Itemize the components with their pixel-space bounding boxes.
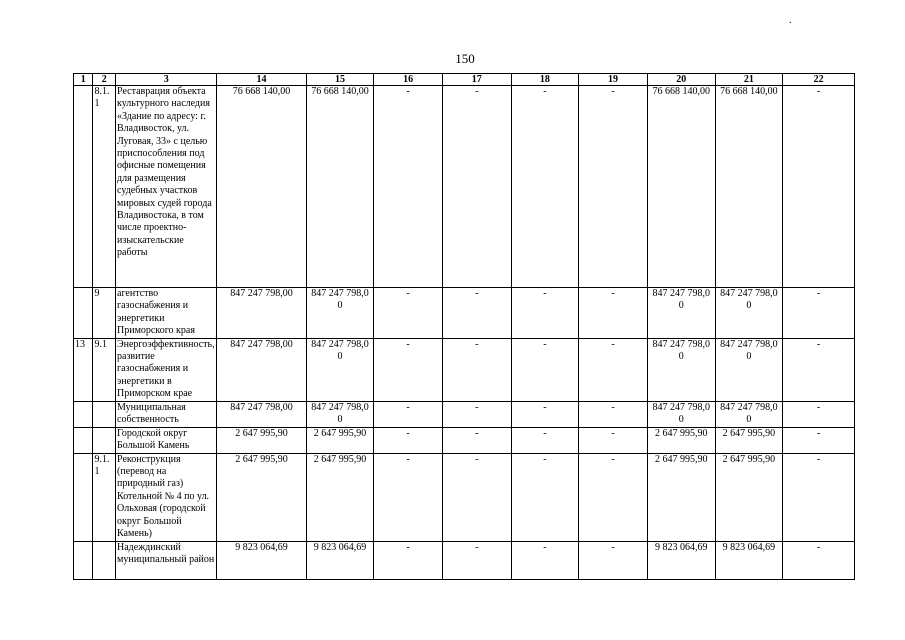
amount-cell: - [579, 541, 648, 579]
row-title-cell: Муниципальная собственность [116, 401, 217, 427]
column-header: 20 [647, 74, 715, 86]
page-number: 150 [455, 51, 475, 66]
amount-cell: 2 647 995,90 [715, 427, 783, 453]
amount-cell: - [511, 453, 579, 541]
amount-cell: - [374, 427, 443, 453]
budget-table [73, 73, 855, 580]
table-row [74, 401, 855, 427]
amount-cell: 847 247 798,0 0 [715, 401, 783, 427]
column-header: 21 [715, 74, 783, 86]
amount-cell: - [442, 427, 511, 453]
amount-cell: - [579, 288, 648, 339]
amount-cell: 9 823 064,69 [647, 541, 715, 579]
row-number-cell [74, 453, 93, 541]
amount-cell: 847 247 798,00 [217, 401, 306, 427]
amount-cell: 847 247 798,00 [217, 338, 306, 401]
table-row [74, 338, 855, 401]
amount-cell: 847 247 798,0 0 [647, 401, 715, 427]
row-title-cell: Энергоэффективность, развитие газоснабжения и энергетики в Приморском крае [116, 338, 217, 401]
amount-cell: - [783, 86, 855, 288]
amount-cell: - [442, 288, 511, 339]
amount-cell: - [442, 401, 511, 427]
amount-cell: 76 668 140,00 [647, 86, 715, 288]
amount-cell: 76 668 140,00 [715, 86, 783, 288]
column-header: 18 [511, 74, 579, 86]
amount-cell: - [511, 338, 579, 401]
amount-cell: - [783, 541, 855, 579]
amount-cell: 2 647 995,90 [647, 427, 715, 453]
amount-cell: - [783, 338, 855, 401]
row-number-cell [74, 401, 93, 427]
amount-cell: 847 247 798,0 0 [715, 288, 783, 339]
amount-cell: - [374, 541, 443, 579]
row-title-cell: Городской округ Большой Камень [116, 427, 217, 453]
column-header: 15 [306, 74, 374, 86]
amount-cell: 847 247 798,0 0 [715, 338, 783, 401]
amount-cell: - [511, 541, 579, 579]
amount-cell: - [511, 86, 579, 288]
table-row [74, 288, 855, 339]
column-header: 14 [217, 74, 306, 86]
section-code-cell [93, 427, 116, 453]
section-code-cell: 9.1 [93, 338, 116, 401]
amount-cell: 847 247 798,0 0 [647, 338, 715, 401]
amount-cell: - [783, 401, 855, 427]
amount-cell: - [374, 338, 443, 401]
section-code-cell: 8.1.1 [93, 86, 116, 288]
amount-cell: - [511, 401, 579, 427]
row-title-cell: Реконструкция (перевод на природный газ) Котельной № 4 по ул. Ольховая (городской округ Большой Камень) [116, 453, 217, 541]
amount-cell: - [374, 86, 443, 288]
amount-cell: 2 647 995,90 [306, 453, 374, 541]
row-number-cell [74, 427, 93, 453]
section-code-cell [93, 541, 116, 579]
row-title-cell: Надеждинский муниципальный район [116, 541, 217, 579]
table-row [74, 453, 855, 541]
amount-cell: 76 668 140,00 [306, 86, 374, 288]
amount-cell: - [442, 453, 511, 541]
section-code-cell [93, 401, 116, 427]
amount-cell: - [579, 453, 648, 541]
amount-cell: 847 247 798,0 0 [647, 288, 715, 339]
row-number-cell [74, 288, 93, 339]
column-header: 16 [374, 74, 443, 86]
amount-cell: 847 247 798,0 0 [306, 401, 374, 427]
row-number-cell: 13 [74, 338, 93, 401]
amount-cell: - [579, 401, 648, 427]
amount-cell: - [442, 86, 511, 288]
amount-cell: - [579, 86, 648, 288]
column-header: 19 [579, 74, 648, 86]
amount-cell: - [511, 427, 579, 453]
amount-cell: 847 247 798,0 0 [306, 338, 374, 401]
column-header: 2 [93, 74, 116, 86]
amount-cell: 2 647 995,90 [217, 427, 306, 453]
amount-cell: - [783, 427, 855, 453]
column-header: 1 [74, 74, 93, 86]
amount-cell: - [783, 453, 855, 541]
column-header: 3 [116, 74, 217, 86]
amount-cell: - [511, 288, 579, 339]
table-header-row [74, 74, 855, 86]
row-number-cell [74, 541, 93, 579]
table-row [74, 86, 855, 288]
column-header: 22 [783, 74, 855, 86]
amount-cell: - [579, 427, 648, 453]
amount-cell: - [579, 338, 648, 401]
table-row [74, 427, 855, 453]
amount-cell: 847 247 798,0 0 [306, 288, 374, 339]
section-code-cell: 9 [93, 288, 116, 339]
row-title-cell: Реставрация объекта культурного наследия «Здание по адресу: г. Владивосток, ул. Луговая, 33» с целью приспособления под офисные помещения для размещения судебных участков мировых судей города Владивостока, в том числе проектно-изыскательские работы [116, 86, 217, 288]
amount-cell: 2 647 995,90 [715, 453, 783, 541]
amount-cell: 2 647 995,90 [306, 427, 374, 453]
amount-cell: 76 668 140,00 [217, 86, 306, 288]
amount-cell: - [374, 288, 443, 339]
table-row [74, 541, 855, 579]
amount-cell: - [374, 453, 443, 541]
column-header: 17 [442, 74, 511, 86]
row-number-cell [74, 86, 93, 288]
amount-cell: 9 823 064,69 [306, 541, 374, 579]
amount-cell: 2 647 995,90 [217, 453, 306, 541]
amount-cell: 847 247 798,00 [217, 288, 306, 339]
amount-cell: - [442, 338, 511, 401]
amount-cell: 9 823 064,69 [217, 541, 306, 579]
amount-cell: - [783, 288, 855, 339]
row-title-cell: агентство газоснабжения и энергетики Приморского края [116, 288, 217, 339]
corner-mark: . [789, 15, 792, 26]
amount-cell: 2 647 995,90 [647, 453, 715, 541]
amount-cell: - [374, 401, 443, 427]
amount-cell: 9 823 064,69 [715, 541, 783, 579]
section-code-cell: 9.1.1 [93, 453, 116, 541]
amount-cell: - [442, 541, 511, 579]
